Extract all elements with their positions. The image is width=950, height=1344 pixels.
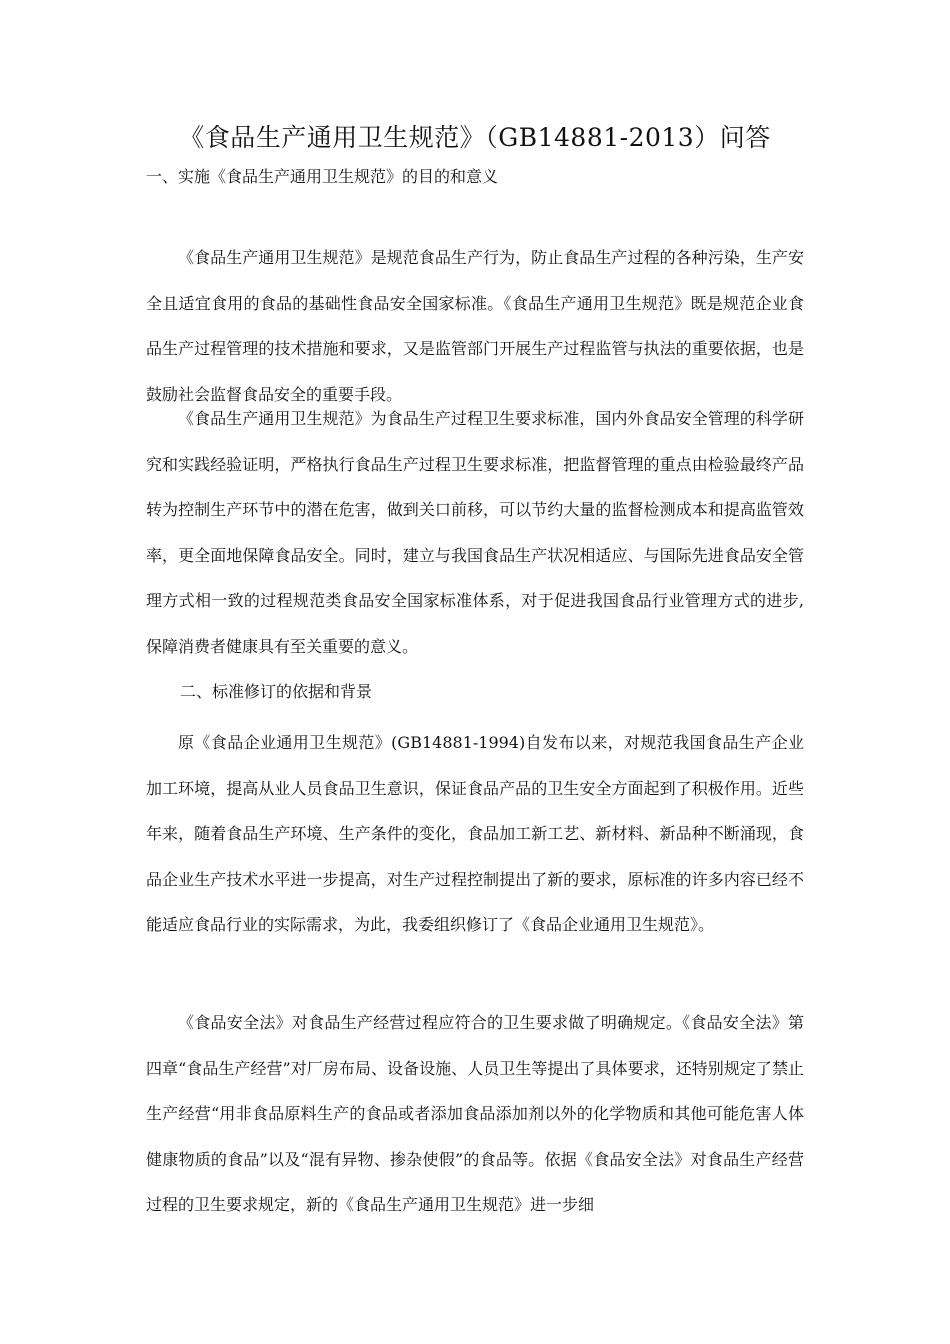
paragraph-background-1: 原《食品企业通用卫生规范》(GB14881-1994)自发布以来，对规范我国食品生产企业加工环境，提高从业人员食品卫生意识，保证食品产品的卫生安全方面起到了积极作用。近些年来，随着食品生产环境、生产条件的变化，食品加工新工艺、新材料、新品种不断涌现，食品企业生产技术水平进一步提高，对生产过程控制提出了新的要求，原标准的许多内容已经不能适应食品行业的实际需求，为此，我委组织修订了《食品企业通用卫生规范》。	[146, 733, 804, 935]
paragraph-purpose-1: 《食品生产通用卫生规范》是规范食品生产行为，防止食品生产过程的各种污染，生产安全且适宜食用的食品的基础性食品安全国家标准。《食品生产通用卫生规范》既是规范企业食品生产过程管理的技术措施和要求，又是监管部门开展生产过程监管与执法的重要依据，也是鼓励社会监督食品安全的重要手段。	[146, 248, 804, 404]
document-title: 《食品生产通用卫生规范》（GB14881-2013）问答	[179, 123, 771, 152]
paragraph-purpose-2: 《食品生产通用卫生规范》为食品生产过程卫生要求标准，国内外食品安全管理的科学研究和实践经验证明，严格执行食品生产过程卫生要求标准，把监督管理的重点由检验最终产品转为控制生产环节中的潜在危害，做到关口前移，可以节约大量的监督检测成本和提高监管效率，更全面地保障食品安全。同时，建立与我国食品生产状况相适应、与国际先进食品安全管理方式相一致的过程规范类食品安全国家标准体系，对于促进我国食品行业管理方式的进步,保障消费者健康具有至关重要的意义。	[146, 409, 804, 656]
section-heading-purpose: 一、实施《食品生产通用卫生规范》的目的和意义	[146, 167, 499, 186]
section-heading-background: 二、标准修订的依据和背景	[180, 682, 373, 701]
paragraph-background-2: 《食品安全法》对食品生产经营过程应符合的卫生要求做了明确规定。《食品安全法》第四章“食品生产经营”对厂房布局、设备设施、人员卫生等提出了具体要求，还特别规定了禁止生产经营“用非食品原料生产的食品或者添加食品添加剂以外的化学物质和其他可能危害人体健康物质的食品”以及“混有异物、掺杂使假”的食品等。依据《食品安全法》对食品生产经营过程的卫生要求规定，新的《食品生产通用卫生规范》进一步细	[146, 1013, 804, 1215]
